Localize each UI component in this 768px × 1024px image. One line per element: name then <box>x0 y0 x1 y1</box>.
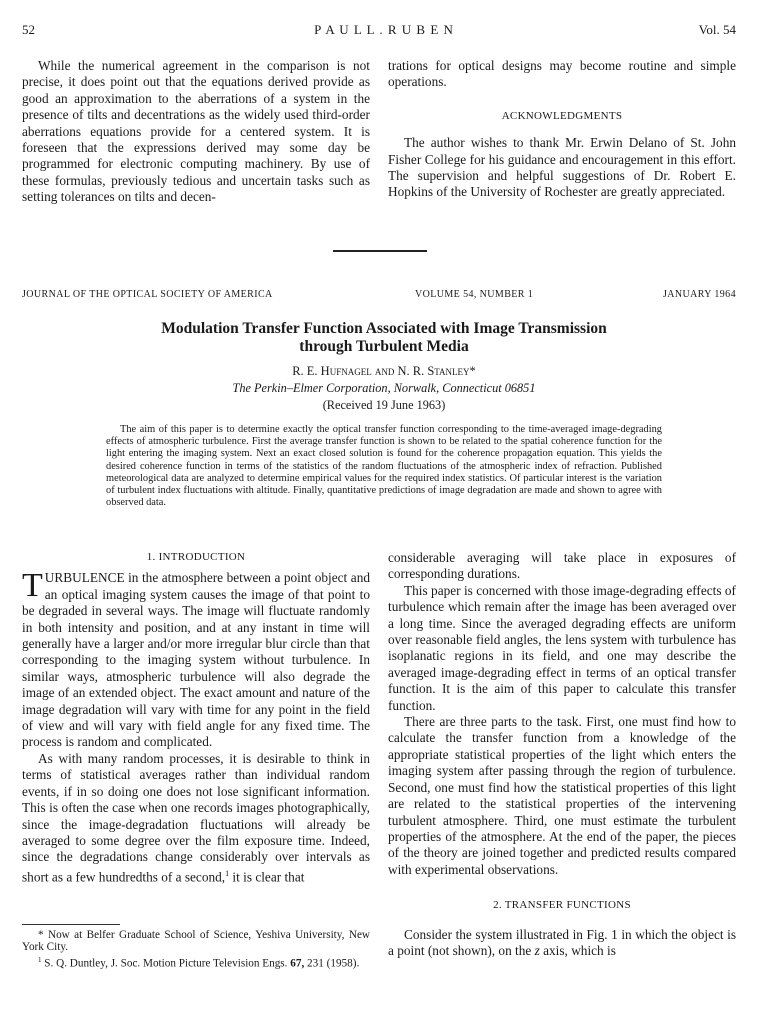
article-affiliation: The Perkin–Elmer Corporation, Norwalk, Connecticut 06851 <box>232 381 536 395</box>
prev-article-right-column <box>388 58 736 201</box>
drop-cap: T <box>22 567 43 605</box>
body-left-column <box>22 549 370 886</box>
article-authors: R. E. Hufnagel and N. R. Stanley* <box>292 364 476 378</box>
article-title-line2: through Turbulent Media <box>299 338 469 355</box>
right-paragraph-3: There are three parts to the task. First, one must find how to calculate the transfer function from a knowledge of the appropriate statistical properties of the light which enters the imaging system after passing through the region of turbulence. Second, one must find how the statistical properties of this light are related to the statistical properties of the intervening turbulent atmosphere. Third, one must estimate the turbulent properties of the atmosphere. At the end of the paper, the pieces of the theory are joined together and predicted results compared with experimental observations. <box>388 714 736 877</box>
journal-name: JOURNAL OF THE OPTICAL SOCIETY OF AMERICA <box>22 289 273 300</box>
introduction-paragraph-1 <box>22 567 370 750</box>
journal-volume-number: VOLUME 54, NUMBER 1 <box>415 289 534 300</box>
footnote-1: $^1$ S. Q. Duntley, J. Soc. Motion Picture Television Engs. 67, 231 (1958). <box>38 955 360 970</box>
footnote-ref-1: 1 <box>225 868 230 878</box>
section-divider <box>333 250 427 252</box>
right-paragraph-1: considerable averaging will take place in exposures of corresponding durations. <box>388 550 736 582</box>
article-received: (Received 19 June 1963) <box>322 398 446 412</box>
introduction-paragraph-1-text: URBULENCE in the atmosphere between a point object and an optical imaging system causes the image of that point to be degraded in several ways. The image will fluctuate randomly in both intensity and position, and at any instant in time will generally have a larger and/or more irregular blur circle than that corresponding to the imaging system without turbulence. In similar ways, atmospheric turbulence will also degrade the image of an extended object. The exact amount and nature of the image degradation will vary with time for any point in the field of view and will vary with field angle for any fixed time. The process is random and complicated. <box>22 570 370 750</box>
footnote-author-affiliation: * Now at Belfer Graduate School of Science, Yeshiva University, New York City. <box>22 929 370 954</box>
page-number: 52 <box>22 22 35 37</box>
journal-date: JANUARY 1964 <box>662 289 736 300</box>
conclusion-continuation: trations for optical designs may become routine and simple operations. <box>388 58 736 90</box>
introduction-paragraph-2: As with many random processes, it is desirable to think in terms of statistical averages rather than individual random events, if in so doing one does not lose significant information. This is often the case when one records images photographically, since the image-degradation fluctuations will already be averaged to some degree over the film exposure time. Indeed, since the degradations change considerably over intervals as short as a few hundredths of a second,$^1$ it is clear that <box>22 750 370 885</box>
footnote-rule <box>22 924 120 925</box>
running-author: P A U L L . R U B E N <box>314 22 454 37</box>
conclusion-paragraph: While the numerical agreement in the comparison is not precise, it does point out that the equations derived provide as good an approximation to the aberrations of a system in the presence of tilts and decentrations as the widely used third-order aberrations equations provide for a centered system. It is foreseen that the expressions derived may some day be programmed for electronic computing machinery. By use of these formulas, previously tedious and uncertain tasks such as setting tolerances on tilts and decen- <box>22 58 370 205</box>
acknowledgments-text: The author wishes to thank Mr. Erwin Delano of St. John Fisher College for his guidance and encouragement in this effort. The supervision and helpful suggestions of Dr. Robert E. Hopkins of the University of Rochester are greatly appreciated. <box>388 135 736 200</box>
acknowledgments-heading: ACKNOWLEDGMENTS <box>501 109 623 122</box>
article-title-line1: Modulation Transfer Function Associated with Image Transmission <box>161 320 607 337</box>
right-paragraph-4: Consider the system illustrated in Fig. 1 in which the object is a point (not shown), on the z axis, which is <box>388 926 736 958</box>
prev-article-left-column <box>22 58 370 206</box>
transfer-functions-heading: 2. TRANSFER FUNCTIONS <box>493 899 631 912</box>
running-volume: Vol. 54 <box>698 22 736 37</box>
abstract: The aim of this paper is to determine exactly the optical transfer function corresponding to the time-averaged image-degrading effects of atmospheric turbulence. First the average transfer function is shown to be related to the spatial coherence function for the light entering the imaging system. Next an exact closed solution is found for the coherence propagation equation. This yields the desired coherence function in terms of the statistics of the random fluctuations of the atmospheric index of refraction. Published meteorological data are analyzed to determine empirical values for the required index statistics. Of particular interest is the variation of turbulent index fluctuations with altitude. Finally, quantitative predictions of image degradation are made and shown to agree with observed data. <box>106 424 662 509</box>
right-paragraph-2: This paper is concerned with those image-degrading effects of turbulence which remain after the image has been averaged over a long time. Since the averaged degrading effects are uniform over reasonable field angles, the lens system with turbulence has isoplanatic regions in its field, and one may describe the averaged image-degrading effect in terms of an optical transfer function. It is the aim of this paper to calculate this transfer function. <box>388 582 736 713</box>
footnotes <box>22 929 370 970</box>
body-right-column <box>388 550 736 959</box>
introduction-heading: 1. INTRODUCTION <box>146 551 246 563</box>
article-title <box>0 320 768 356</box>
